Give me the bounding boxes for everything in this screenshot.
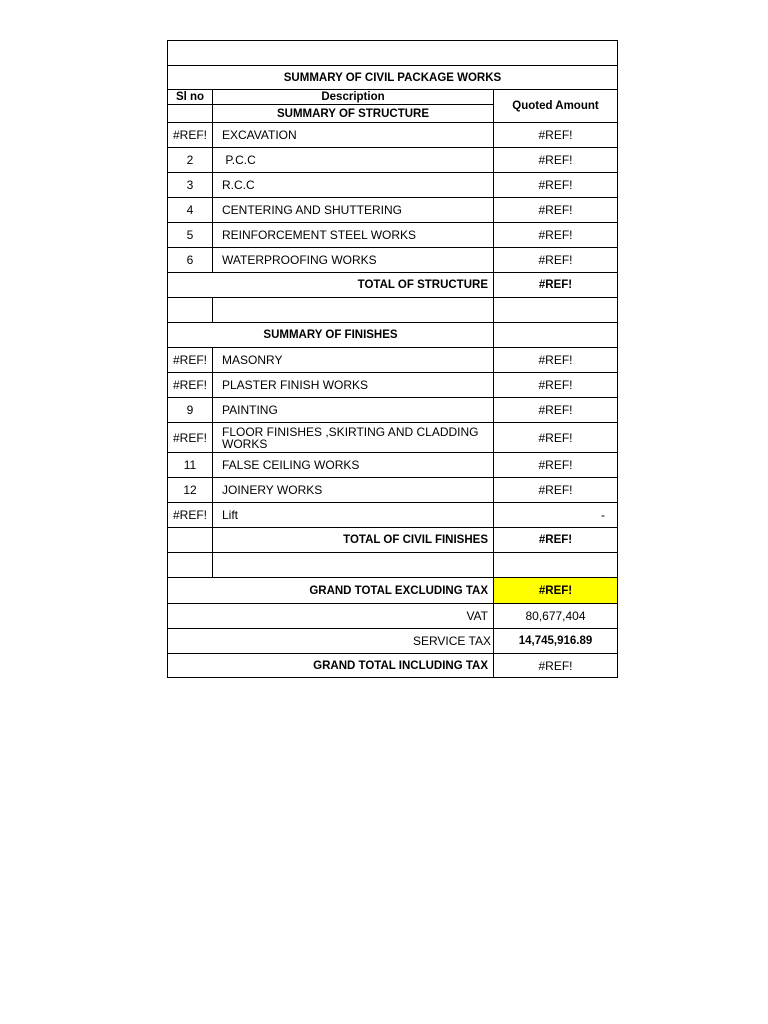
grand-total-incl-tax-label: GRAND TOTAL INCLUDING TAX — [313, 659, 488, 672]
row-sl-no: 2 — [186, 153, 194, 167]
row-amount: #REF! — [538, 178, 573, 192]
row-description: PLASTER FINISH WORKS — [222, 378, 369, 392]
row-line — [167, 40, 618, 41]
row-line — [167, 552, 618, 553]
row-amount: #REF! — [538, 128, 573, 142]
finishes-total-amount: #REF! — [538, 534, 573, 546]
service-tax-amount: 14,745,916.89 — [518, 635, 593, 647]
row-description: REINFORCEMENT STEEL WORKS — [222, 228, 417, 242]
row-sl-no: 11 — [183, 458, 197, 472]
row-description: PAINTING — [222, 403, 278, 417]
structure-total-amount: #REF! — [538, 279, 573, 291]
structure-total-label: TOTAL OF STRUCTURE — [357, 279, 488, 291]
row-description: R.C.C — [222, 178, 255, 192]
row-amount: #REF! — [538, 430, 573, 445]
row-amount: #REF! — [538, 203, 573, 217]
row-description: CENTERING AND SHUTTERING — [222, 203, 403, 217]
service-tax-label: SERVICE TAX — [412, 634, 491, 648]
row-amount: #REF! — [538, 228, 573, 242]
row-amount: #REF! — [538, 253, 573, 267]
finishes-heading: SUMMARY OF FINISHES — [263, 329, 398, 341]
row-sl-no: #REF! — [172, 508, 207, 522]
row-sl-no: 12 — [183, 483, 197, 497]
row-description: P.C.C — [222, 153, 256, 167]
row-description: FLOOR FINISHES ,SKIRTING AND CLADDING WORKS — [222, 424, 479, 451]
row-amount: #REF! — [538, 458, 573, 472]
row-description: MASONRY — [222, 353, 283, 367]
structure-heading: SUMMARY OF STRUCTURE — [276, 107, 430, 120]
row-sl-no: 6 — [186, 253, 194, 267]
row-amount: #REF! — [538, 483, 573, 497]
sheet-title: SUMMARY OF CIVIL PACKAGE WORKS — [283, 71, 502, 84]
header-description: Description — [321, 91, 385, 103]
row-line — [167, 297, 618, 298]
row-description: WATERPROOFING WORKS — [222, 253, 377, 267]
row-amount: #REF! — [538, 353, 573, 367]
row-sl-no: #REF! — [172, 378, 207, 392]
row-line — [167, 104, 213, 105]
grand-total-excl-tax-amount: #REF! — [494, 578, 617, 603]
row-sl-no: 3 — [186, 178, 194, 192]
row-sl-no: #REF! — [172, 353, 207, 367]
row-sl-no: 4 — [186, 203, 194, 217]
row-description: EXCAVATION — [222, 128, 297, 142]
row-description: FALSE CEILING WORKS — [222, 458, 360, 472]
row-amount: #REF! — [538, 378, 573, 392]
vat-label: VAT — [466, 609, 488, 623]
row-amount: #REF! — [538, 153, 573, 167]
row-line — [167, 677, 618, 678]
vat-amount: 80,677,404 — [525, 609, 586, 623]
header-sl-no: Sl no — [175, 91, 205, 103]
finishes-total-label: TOTAL OF CIVIL FINISHES — [343, 534, 488, 546]
row-description: Lift — [222, 508, 239, 522]
grand-total-incl-tax-amount: #REF! — [538, 658, 573, 673]
header-quoted-amount: Quoted Amount — [512, 100, 599, 112]
row-amount: - — [601, 508, 605, 522]
row-sl-no: #REF! — [172, 430, 207, 445]
grand-total-excl-tax-label: GRAND TOTAL EXCLUDING TAX — [309, 584, 488, 597]
row-sl-no: 9 — [186, 403, 194, 417]
table-border-right — [617, 40, 618, 678]
row-amount: #REF! — [538, 403, 573, 417]
column-line — [212, 297, 213, 322]
row-description: JOINERY WORKS — [222, 483, 323, 497]
row-sl-no: 5 — [186, 228, 194, 242]
row-sl-no: #REF! — [172, 128, 207, 142]
